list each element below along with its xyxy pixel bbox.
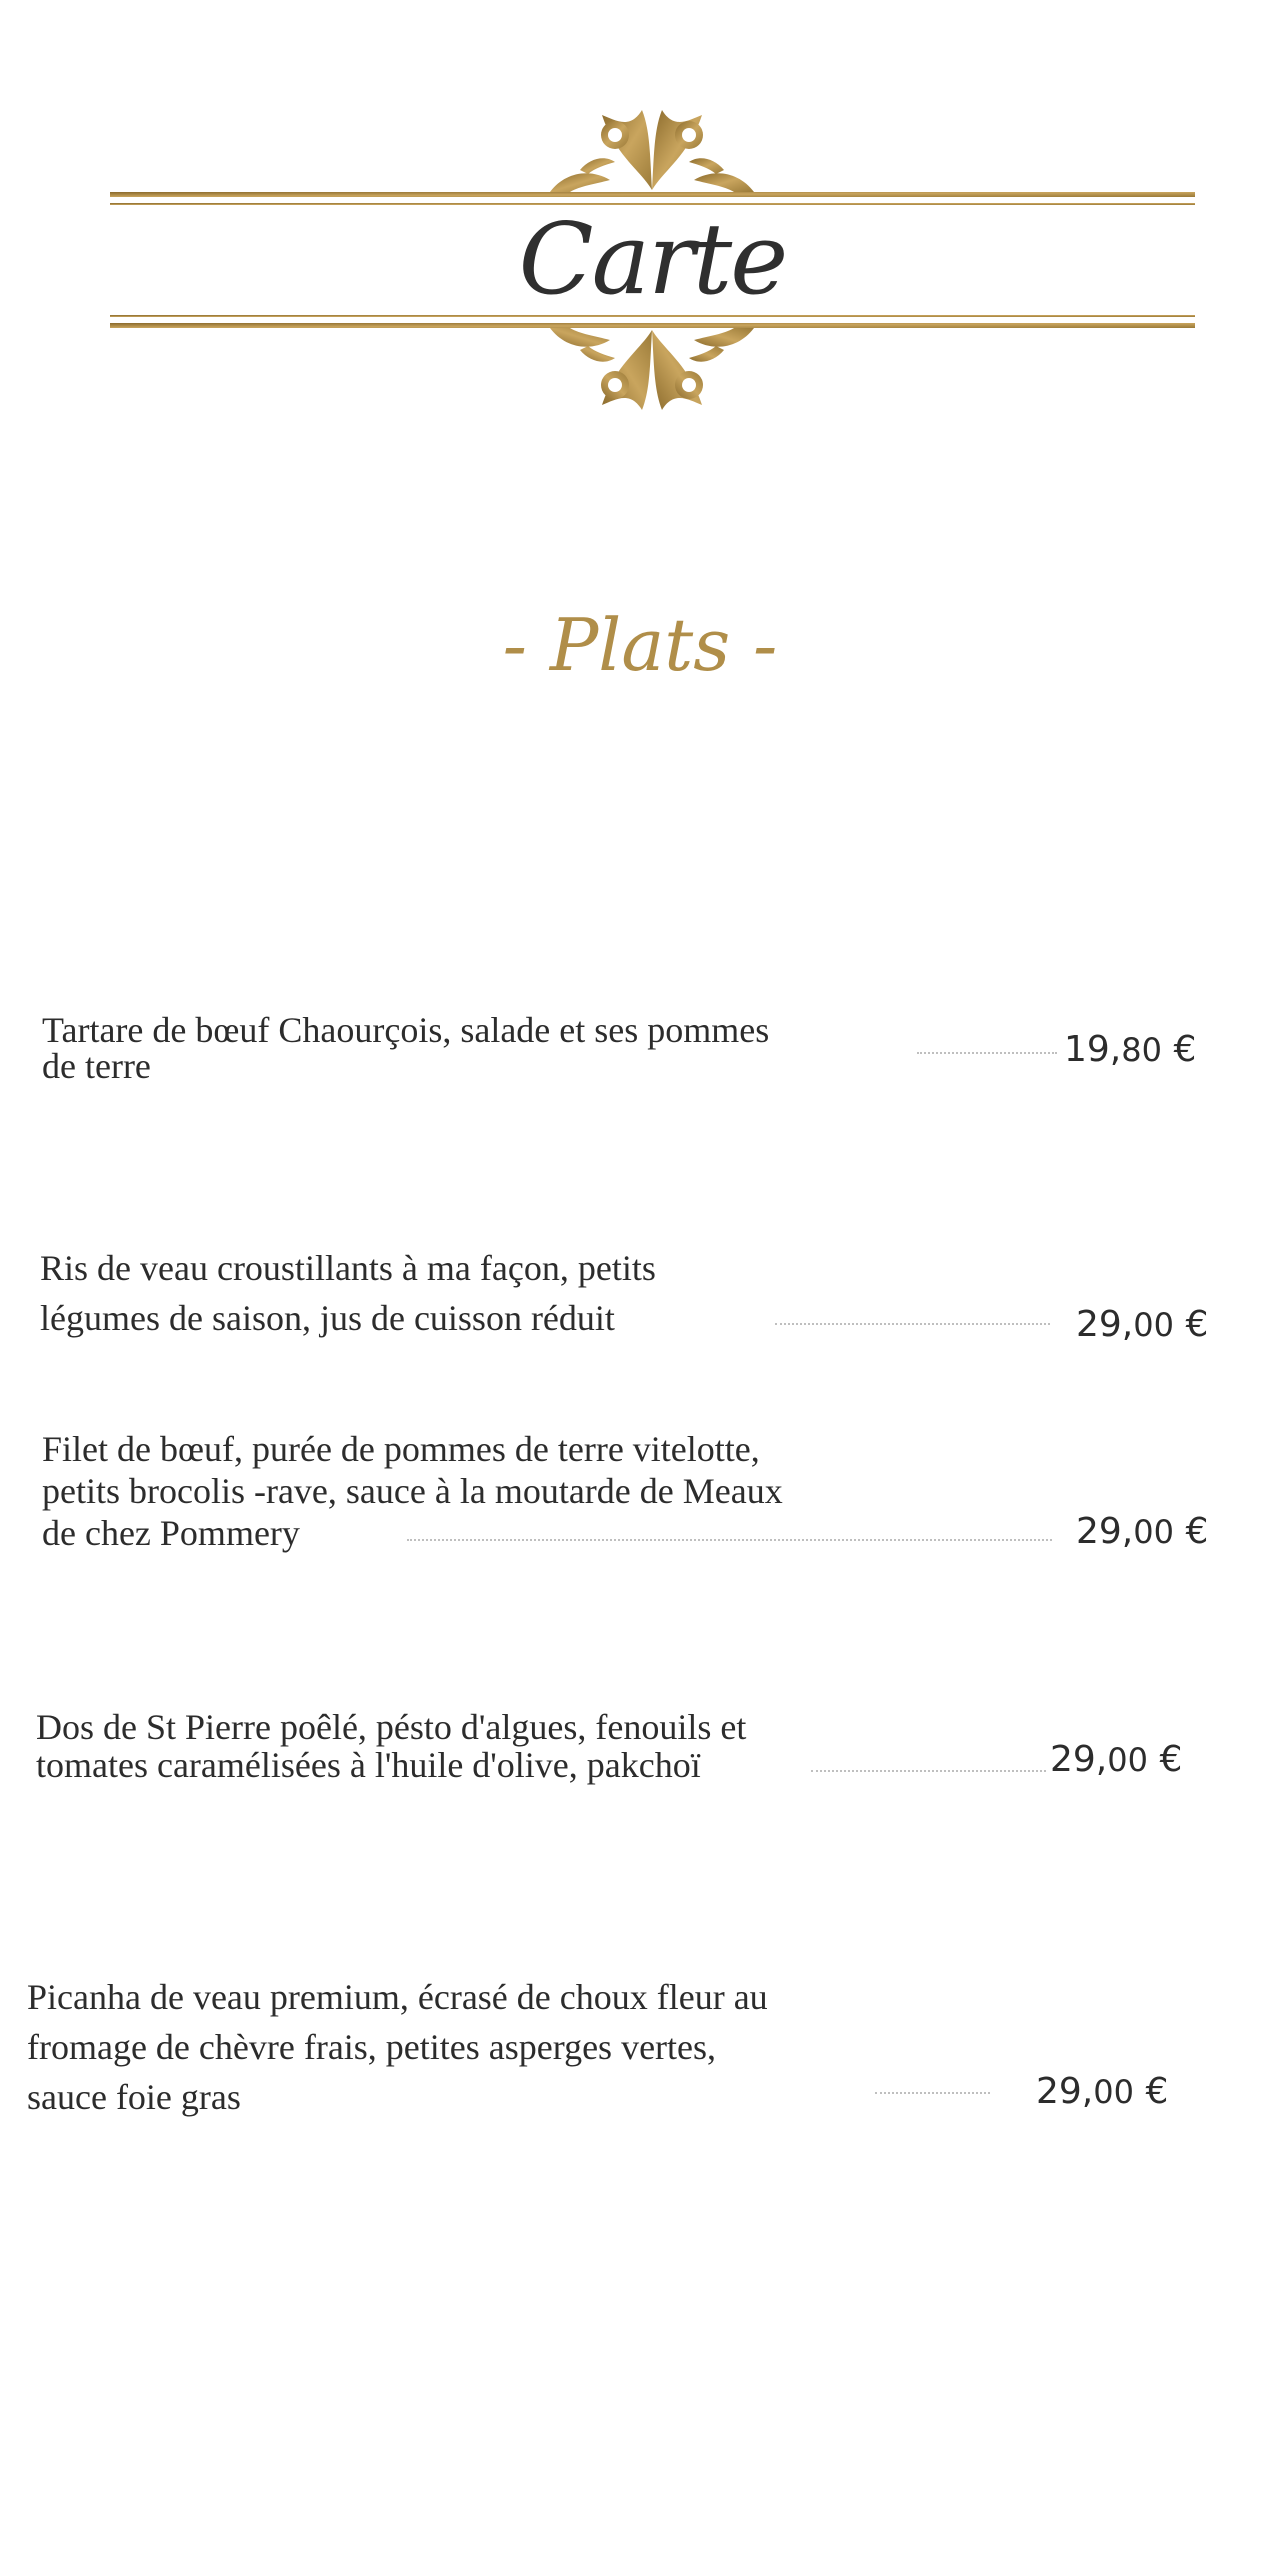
menu-item bbox=[40, 1243, 1250, 1343]
menu-item-name bbox=[36, 1708, 746, 1784]
menu-item-name bbox=[40, 1243, 656, 1343]
bottom-rule bbox=[110, 323, 1195, 328]
menu-item-price: 19,80 € bbox=[1064, 1029, 1197, 1070]
leader-dots bbox=[811, 1770, 1046, 1772]
menu-item-line: tomates caramélisées à l'huile d'olive, pakchoï bbox=[36, 1745, 701, 1785]
menu-item-line: Picanha de veau premium, écrasé de choux fleur au bbox=[27, 1977, 768, 2017]
leader-dots bbox=[407, 1539, 1052, 1541]
bottom-flourish-icon bbox=[550, 328, 754, 410]
menu-item-price: 29,00 € bbox=[1036, 2071, 1169, 2112]
top-flourish-icon bbox=[550, 110, 754, 192]
leader-dots bbox=[917, 1052, 1057, 1054]
menu-item-line: fromage de chèvre frais, petites asperges vertes, bbox=[27, 2027, 717, 2067]
menu-item bbox=[42, 1012, 1242, 1092]
menu-header bbox=[110, 100, 1195, 420]
menu-item-line: légumes de saison, jus de cuisson réduit bbox=[40, 1298, 615, 1338]
section-title: - Plats - bbox=[502, 603, 778, 687]
menu-item-line: de chez Pommery bbox=[42, 1513, 300, 1553]
menu-title: Carte bbox=[518, 203, 787, 317]
menu-item bbox=[27, 1972, 1247, 2132]
menu-item bbox=[36, 1708, 1246, 1788]
menu-item-line: de terre bbox=[42, 1046, 151, 1086]
top-rule bbox=[110, 192, 1195, 197]
menu-item-line: Filet de bœuf, purée de pommes de terre vitelotte, bbox=[42, 1429, 760, 1469]
menu-item-name bbox=[42, 1012, 769, 1084]
menu-item-line: Tartare de bœuf Chaourçois, salade et ses pommes bbox=[42, 1010, 770, 1050]
menu-item bbox=[42, 1428, 1252, 1578]
leader-dots bbox=[875, 2092, 990, 2094]
leader-dots bbox=[775, 1323, 1050, 1325]
menu-item-price: 29,00 € bbox=[1076, 1511, 1209, 1552]
menu-item-name bbox=[27, 1972, 768, 2122]
menu-item-line: sauce foie gras bbox=[27, 2077, 241, 2117]
menu-item-line: petits brocolis -rave, sauce à la moutarde de Meaux bbox=[42, 1471, 783, 1511]
menu-item-name bbox=[42, 1428, 783, 1554]
menu-item-price: 29,00 € bbox=[1076, 1304, 1209, 1345]
menu-item-line: Dos de St Pierre poêlé, pésto d'algues, fenouils et bbox=[36, 1707, 747, 1747]
menu-item-price: 29,00 € bbox=[1050, 1739, 1183, 1780]
menu-item-line: Ris de veau croustillants à ma façon, petits bbox=[40, 1248, 656, 1288]
